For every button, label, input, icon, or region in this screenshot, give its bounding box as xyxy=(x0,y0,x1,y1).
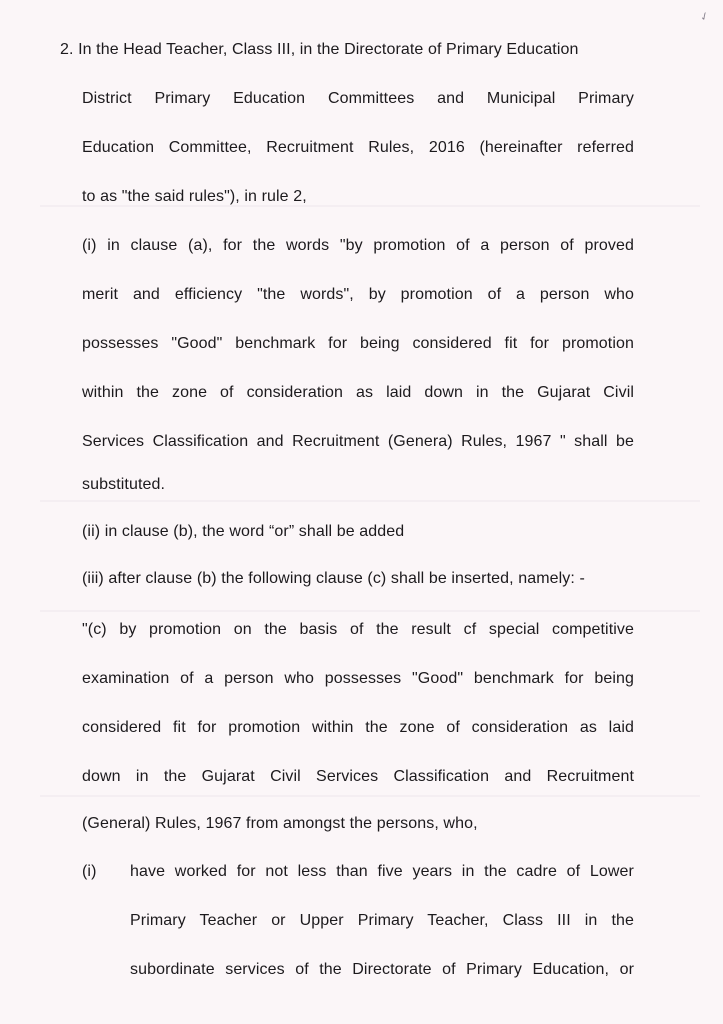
clause-c-line: down in the Gujarat Civil Services Classification and Recruitment xyxy=(82,768,634,785)
sub-clause-line: Primary Teacher or Upper Primary Teacher, Class III in the xyxy=(130,912,634,929)
paragraph-2-line: to as "the said rules"), in rule 2, xyxy=(82,188,307,205)
paragraph-2-line: Education Committee, Recruitment Rules, 2016 (hereinafter referred xyxy=(82,139,634,156)
bleed-through-line xyxy=(40,795,700,797)
clause-i-line: merit and efficiency "the words", by promotion of a person who xyxy=(82,286,634,303)
paragraph-2-line: District Primary Education Committees and Municipal Primary xyxy=(82,90,634,107)
clause-i-line: substituted. xyxy=(82,476,166,493)
clause-iii-line: (iii) after clause (b) the following clause (c) shall be inserted, namely: - xyxy=(82,570,585,587)
paragraph-2-line: 2. In the Head Teacher, Class III, in the Directorate of Primary Education xyxy=(60,41,579,58)
clause-i-line: within the zone of consideration as laid down in the Gujarat Civil xyxy=(82,384,634,401)
sub-clause-line: have worked for not less than five years in the cadre of Lower xyxy=(130,863,634,880)
bleed-through-line xyxy=(40,610,700,612)
clause-i-line: Services Classification and Recruitment (Genera) Rules, 1967 " shall be xyxy=(82,433,634,450)
clause-c-line: considered fit for promotion within the zone of consideration as laid xyxy=(82,719,634,736)
bleed-through-line xyxy=(40,500,700,502)
clause-ii-line: (ii) in clause (b), the word “or” shall be added xyxy=(82,523,405,540)
clause-c-line: "(c) by promotion on the basis of the result cf special competitive xyxy=(82,621,634,638)
sub-clause-line: subordinate services of the Directorate of Primary Education, or xyxy=(130,961,634,978)
clause-i-line: (i) in clause (a), for the words "by promotion of a person of proved xyxy=(82,237,634,254)
corner-check-mark: ✓ xyxy=(697,9,712,25)
sub-clause-number: (i) xyxy=(82,863,97,880)
clause-c-line: examination of a person who possesses "Good" benchmark for being xyxy=(82,670,634,687)
clause-c-line: (General) Rules, 1967 from amongst the persons, who, xyxy=(82,815,478,832)
clause-i-line: possesses "Good" benchmark for being considered fit for promotion xyxy=(82,335,634,352)
